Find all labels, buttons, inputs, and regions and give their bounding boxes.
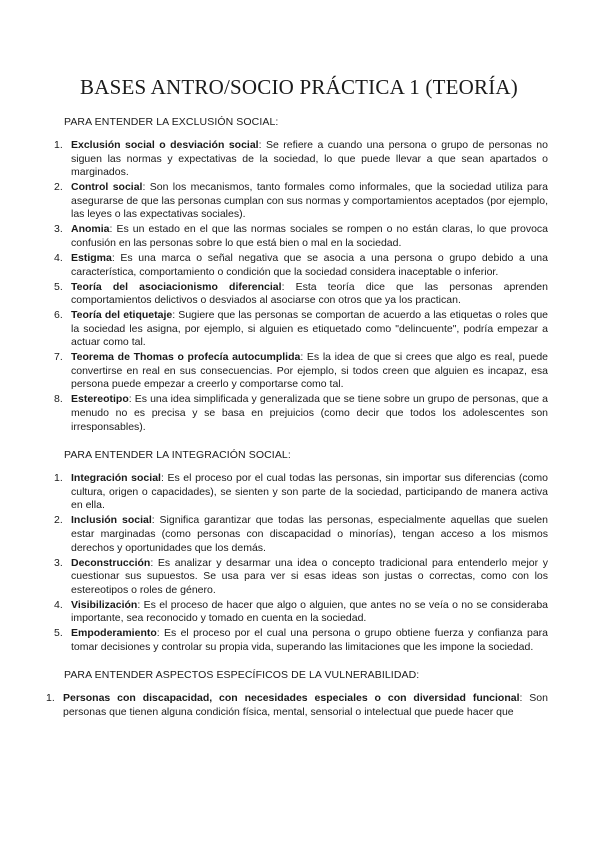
item-term: Teoría del asociacionismo diferencial — [71, 280, 282, 293]
item-term: Estereotipo — [71, 393, 129, 406]
item-text: : Se refiere a cuando una persona o grupo de personas no siguen las normas y expectativas de la sociedad, lo que puede llevar a que sean apartados o marginados. — [71, 139, 548, 179]
document-title: BASES ANTRO/SOCIO PRÁCTICA 1 (TEORÍA) — [80, 75, 518, 99]
item-number: 3. — [54, 223, 63, 236]
list-item — [50, 393, 548, 434]
item-number: 1. — [54, 139, 63, 151]
list-item — [50, 514, 548, 555]
item-text: : Es la idea de que si crees que algo es real, puede convertirse en real en sus consecuencias. Por ejemplo, si todos creen que alguien es incapaz, esa persona puede empezar a creerlo y comportarse como tal. — [71, 351, 548, 391]
item-term: Integración social — [71, 472, 161, 485]
item-term: Anomia — [71, 223, 110, 236]
list-item — [50, 252, 548, 279]
item-number: 7. — [54, 351, 63, 364]
item-number: 1. — [46, 692, 55, 705]
item-text: : Es analizar y desarmar una idea o concepto tradicional para entenderlo mejor y cuestionar sus supuestos. Se usa para ver si esas ideas son justas o correctas, como con los estereotipos o roles de género. — [71, 556, 548, 596]
item-number: 4. — [54, 598, 63, 611]
item-number: 1. — [54, 472, 63, 485]
list-item — [50, 281, 548, 308]
list-item — [50, 472, 548, 513]
item-number: 8. — [54, 393, 63, 406]
item-text: : Significa garantizar que todas las personas, especialmente aquellas que suelen estar marginadas (como personas con discapacidad o minorías), tengan acceso a los mismos derechos y oportunidades que los demás. — [71, 514, 548, 554]
item-text: : Es el proceso por el cual una persona o grupo obtiene fuerza y confianza para tomar decisiones y controlar su propia vida, superando las limitaciones que les impone la sociedad. — [71, 627, 548, 653]
item-text: : Esta teoría dice que las personas aprenden comportamientos delictivos o desviados al asociarse con otros que ya los practican. — [71, 280, 548, 307]
list-item — [50, 139, 548, 180]
item-text: : Es una idea simplificada y generalizada que se tiene sobre un grupo de personas, que a menudo no es precisa y se basa en prejuicios (como decir que todos los adolescentes son irresponsables). — [71, 393, 548, 433]
item-term: Visibilización — [71, 598, 138, 611]
item-number: 4. — [54, 251, 63, 264]
item-term: Empoderamiento — [71, 627, 157, 640]
item-term: Teoría del etiquetaje — [71, 309, 173, 322]
item-term: Personas con discapacidad, con necesidades especiales o con diversidad funcional — [63, 692, 520, 705]
list-item — [50, 351, 548, 392]
item-number: 3. — [54, 556, 63, 569]
item-number: 2. — [54, 181, 63, 194]
section-heading-exclusion: PARA ENTENDER LA EXCLUSIÓN SOCIAL: — [64, 116, 279, 128]
item-text: : Son los mecanismos, tanto formales como informales, que la sociedad utiliza para asegurarse de que las personas cumplan con sus normas y comportamientos aceptados (por ejemplo, las leyes o las expectativas sociales). — [71, 181, 548, 221]
item-term: Exclusión social o desviación social — [71, 139, 259, 151]
item-term: Control social — [71, 181, 143, 194]
item-term: Teorema de Thomas o profecía autocumplida — [71, 351, 301, 364]
integration-list — [50, 472, 548, 654]
vulnerability-list — [46, 692, 548, 719]
list-item — [50, 599, 548, 626]
item-text: : Son personas que tienen alguna condición física, mental, sensorial o intelectual que puede hacer que — [63, 692, 548, 719]
item-text: : Es el proceso de hacer que algo o alguien, que antes no se veía o no se consideraba importante, sea reconocido y tomado en cuenta en la sociedad. — [71, 598, 548, 625]
list-item — [50, 181, 548, 222]
list-item — [50, 309, 548, 350]
item-text: : Sugiere que las personas se comportan de acuerdo a las etiquetas o roles que la sociedad les asigna, por ejemplo, si alguien es etiquetado como "delincuente", podría empezar a actuar como tal. — [71, 309, 548, 349]
item-text: : Es un estado en el que las normas sociales se rompen o no están claras, lo que provoca confusión en las personas sobre lo que está bien o mal en la sociedad. — [71, 223, 548, 249]
item-number: 5. — [54, 627, 63, 640]
list-item — [46, 692, 548, 719]
list-item — [50, 627, 548, 654]
item-text: : Es el proceso por el cual todas las personas, sin importar sus diferencias (como cultura, origen o capacidades), se sienten y son parte de la sociedad, participando de manera activa en ella. — [71, 472, 548, 512]
item-number: 6. — [54, 309, 63, 322]
section-heading-vulnerability: PARA ENTENDER ASPECTOS ESPECÍFICOS DE LA VULNERABILIDAD: — [64, 669, 420, 682]
item-term: Estigma — [71, 251, 112, 264]
item-number: 5. — [54, 280, 63, 293]
exclusion-list — [50, 139, 548, 434]
item-number: 2. — [54, 514, 63, 527]
item-term: Deconstrucción — [71, 556, 151, 569]
item-text: : Es una marca o señal negativa que se asocia a una persona o grupo debido a una característica, comportamiento o condición que la sociedad considera inaceptable o inferior. — [71, 251, 548, 278]
item-term: Inclusión social — [71, 514, 152, 527]
list-item — [50, 557, 548, 598]
section-heading-integration: PARA ENTENDER LA INTEGRACIÓN SOCIAL: — [64, 449, 291, 462]
list-item — [50, 223, 548, 250]
